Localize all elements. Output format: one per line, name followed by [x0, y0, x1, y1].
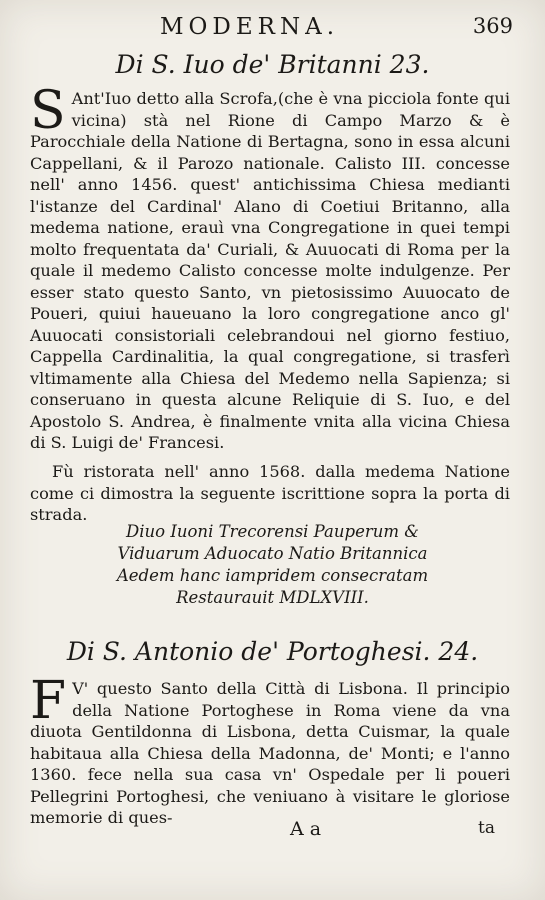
- inscription-line: Aedem hanc iampridem consecratam: [116, 566, 429, 585]
- section-title-s-iuo: Di S. Iuo de' Britanni 23.: [115, 50, 430, 79]
- running-head: MODERNA.: [160, 14, 339, 40]
- paragraph-text: Ant'Iuo detto alla Scrofa,(che è vna picciola fonte qui vicina) stà nel Rione di Campo Marzo & è Parocchiale della Natione di Bertagna, sono in essa alcuni Cappellani, & il Parozo nationale. Calisto III. concesse nell' anno 1456. quest' antichissima Chiesa medianti l'istanze del Cardinal' Alano di Coetiui Britanno, alla medema natione, erauì vna Congregatione in quei tempi molto frequentata da' Curiali, & Auuocati di Roma per la quale il medemo Calisto concesse molte indulgenze. Per esser stato questo Santo, vn pietosissimo Auuocato de Poueri, quiui haueuano la loro congregatione anco gl' Auuocati consistoriali celebrandoui nel giorno festiuo, Cappella Cardinalitia, la qual congregatione, si trasferì vltimamente alla Chiesa del Medemo nella Sapienza; si conseruano in questa alcune Reliquie di S. Iuo, e del Apostolo S. Andrea, è finalmente vnita alla vicina Chiesa di S. Luigi de' Francesi.: [30, 89, 510, 452]
- paragraph-text: Fù ristorata nell' anno 1568. dalla medema Natione come ci dimostra la seguente iscrittione sopra la porta di strada.: [30, 462, 510, 524]
- section-title-s-antonio: Di S. Antonio de' Portoghesi. 24.: [66, 637, 479, 666]
- paragraph-s-iuo-history: [30, 81, 510, 454]
- paragraph-restoration: [30, 461, 510, 526]
- catchword: ta: [478, 818, 495, 838]
- inscription-line: Diuo Iuoni Trecorensi Pauperum &: [126, 522, 419, 541]
- paragraph-s-antonio-history: [30, 671, 510, 829]
- inscription-line: Restaurauit MDLXVIII.: [176, 588, 369, 607]
- inscription-line: Viduarum Aduocato Natio Britannica: [117, 544, 428, 563]
- page-number: 369: [472, 14, 513, 38]
- paragraph-text: V' questo Santo della Città di Lisbona. Il principio della Natione Portoghese in Roma viene da vna diuota Gentildonna di Lisbona, detta Cuismar, la quale habitaua alla Chiesa della Madonna, de' Monti; e l'anno 1360. fece nella sua casa vn' Ospedale per li poueri Pellegrini Portoghesi, che veniuano à visitare le gloriose memorie di ques-: [30, 679, 510, 827]
- signature-mark: A a: [290, 818, 322, 840]
- page-header: [0, 14, 545, 44]
- latin-inscription: [0, 521, 545, 609]
- drop-cap: S: [30, 81, 66, 141]
- drop-cap: F: [30, 671, 67, 731]
